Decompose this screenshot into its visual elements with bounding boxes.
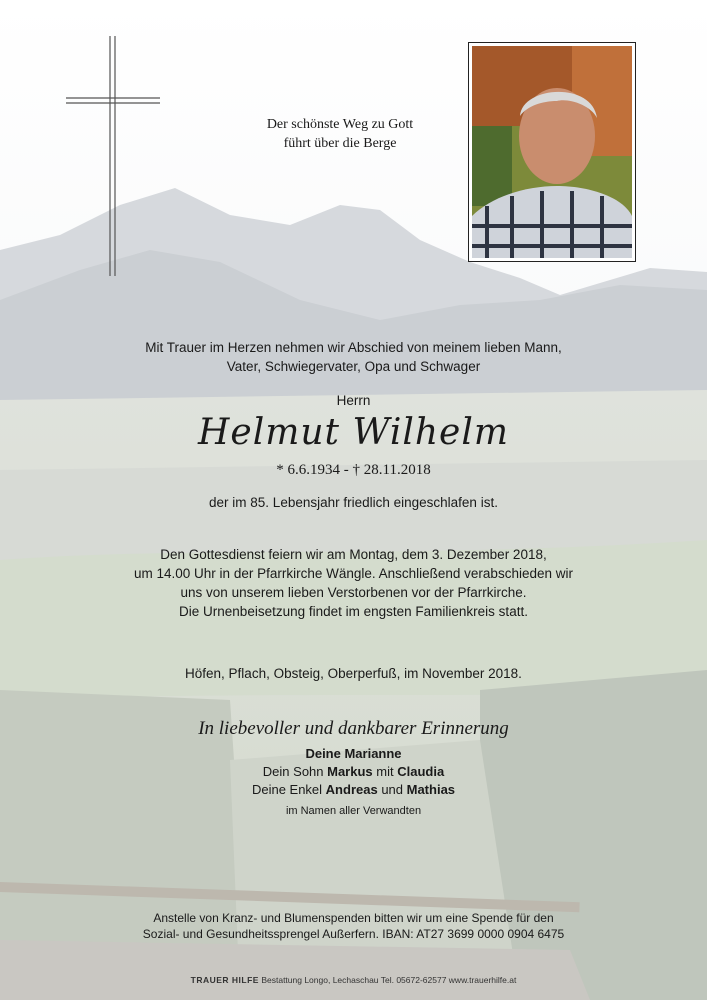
footer-info: Bestattung Longo, Lechaschau Tel. 05672-62577 www.trauerhilfe.at — [258, 975, 517, 985]
service-text — [0, 545, 707, 602]
family-text: mit — [372, 764, 398, 779]
urn-burial-text: Die Urnenbeisetzung findet im engsten Familienkreis statt. — [179, 604, 528, 619]
portrait-photo — [468, 42, 636, 262]
service-line: Den Gottesdienst feiern wir am Montag, dem 3. Dezember 2018, — [160, 547, 547, 562]
motto-line: Der schönste Weg zu Gott — [266, 117, 414, 132]
family-line — [0, 781, 707, 799]
motto-line: führt über die Berge — [283, 136, 397, 151]
family-line — [0, 763, 707, 781]
family-signatures — [0, 745, 707, 820]
motto — [235, 115, 445, 153]
family-text: Deine Enkel — [251, 782, 326, 797]
service-line: uns von unserem lieben Verstorbenen vor der Pfarrkirche. — [180, 585, 527, 600]
places-date: Höfen, Pflach, Obsteig, Oberperfuß, im November 2018. — [185, 666, 522, 681]
family-text: und — [377, 782, 407, 797]
family-name: Mathias — [406, 782, 456, 797]
family-text: Dein Sohn — [262, 764, 328, 779]
portrait-image — [472, 46, 632, 258]
footer — [0, 975, 707, 985]
family-line: im Namen aller Verwandten — [285, 805, 422, 817]
family-name: Claudia — [397, 764, 445, 779]
donation-text — [0, 910, 707, 942]
intro-text — [0, 338, 707, 376]
donation-line: Sozial- und Gesundheitssprengel Außerfern. IBAN: AT27 3699 0000 0904 6475 — [142, 927, 565, 941]
cross-icon — [64, 36, 164, 278]
intro-line: Vater, Schwiegervater, Opa und Schwager — [226, 359, 481, 374]
salutation: Herrn — [336, 393, 371, 408]
donation-line: Anstelle von Kranz- und Blumenspenden bitten wir um eine Spende für den — [153, 911, 554, 925]
family-name: Markus — [327, 764, 373, 779]
family-name: Deine Marianne — [305, 746, 402, 761]
intro-line: Mit Trauer im Herzen nehmen wir Abschied von meinem lieben Mann, — [145, 340, 562, 355]
age-line: der im 85. Lebensjahr friedlich eingeschlafen ist. — [209, 495, 498, 510]
memory-heading: In liebevoller und dankbarer Erinnerung — [198, 718, 509, 739]
footer-brand: TRAUER HILFE — [190, 975, 259, 985]
family-name: Andreas — [325, 782, 378, 797]
deceased-name: Helmut Wilhelm — [198, 412, 509, 453]
service-line: um 14.00 Uhr in der Pfarrkirche Wängle. Anschließend verabschieden wir — [134, 566, 573, 581]
family-line — [0, 745, 707, 763]
life-dates: * 6.6.1934 - † 28.11.2018 — [276, 462, 431, 478]
